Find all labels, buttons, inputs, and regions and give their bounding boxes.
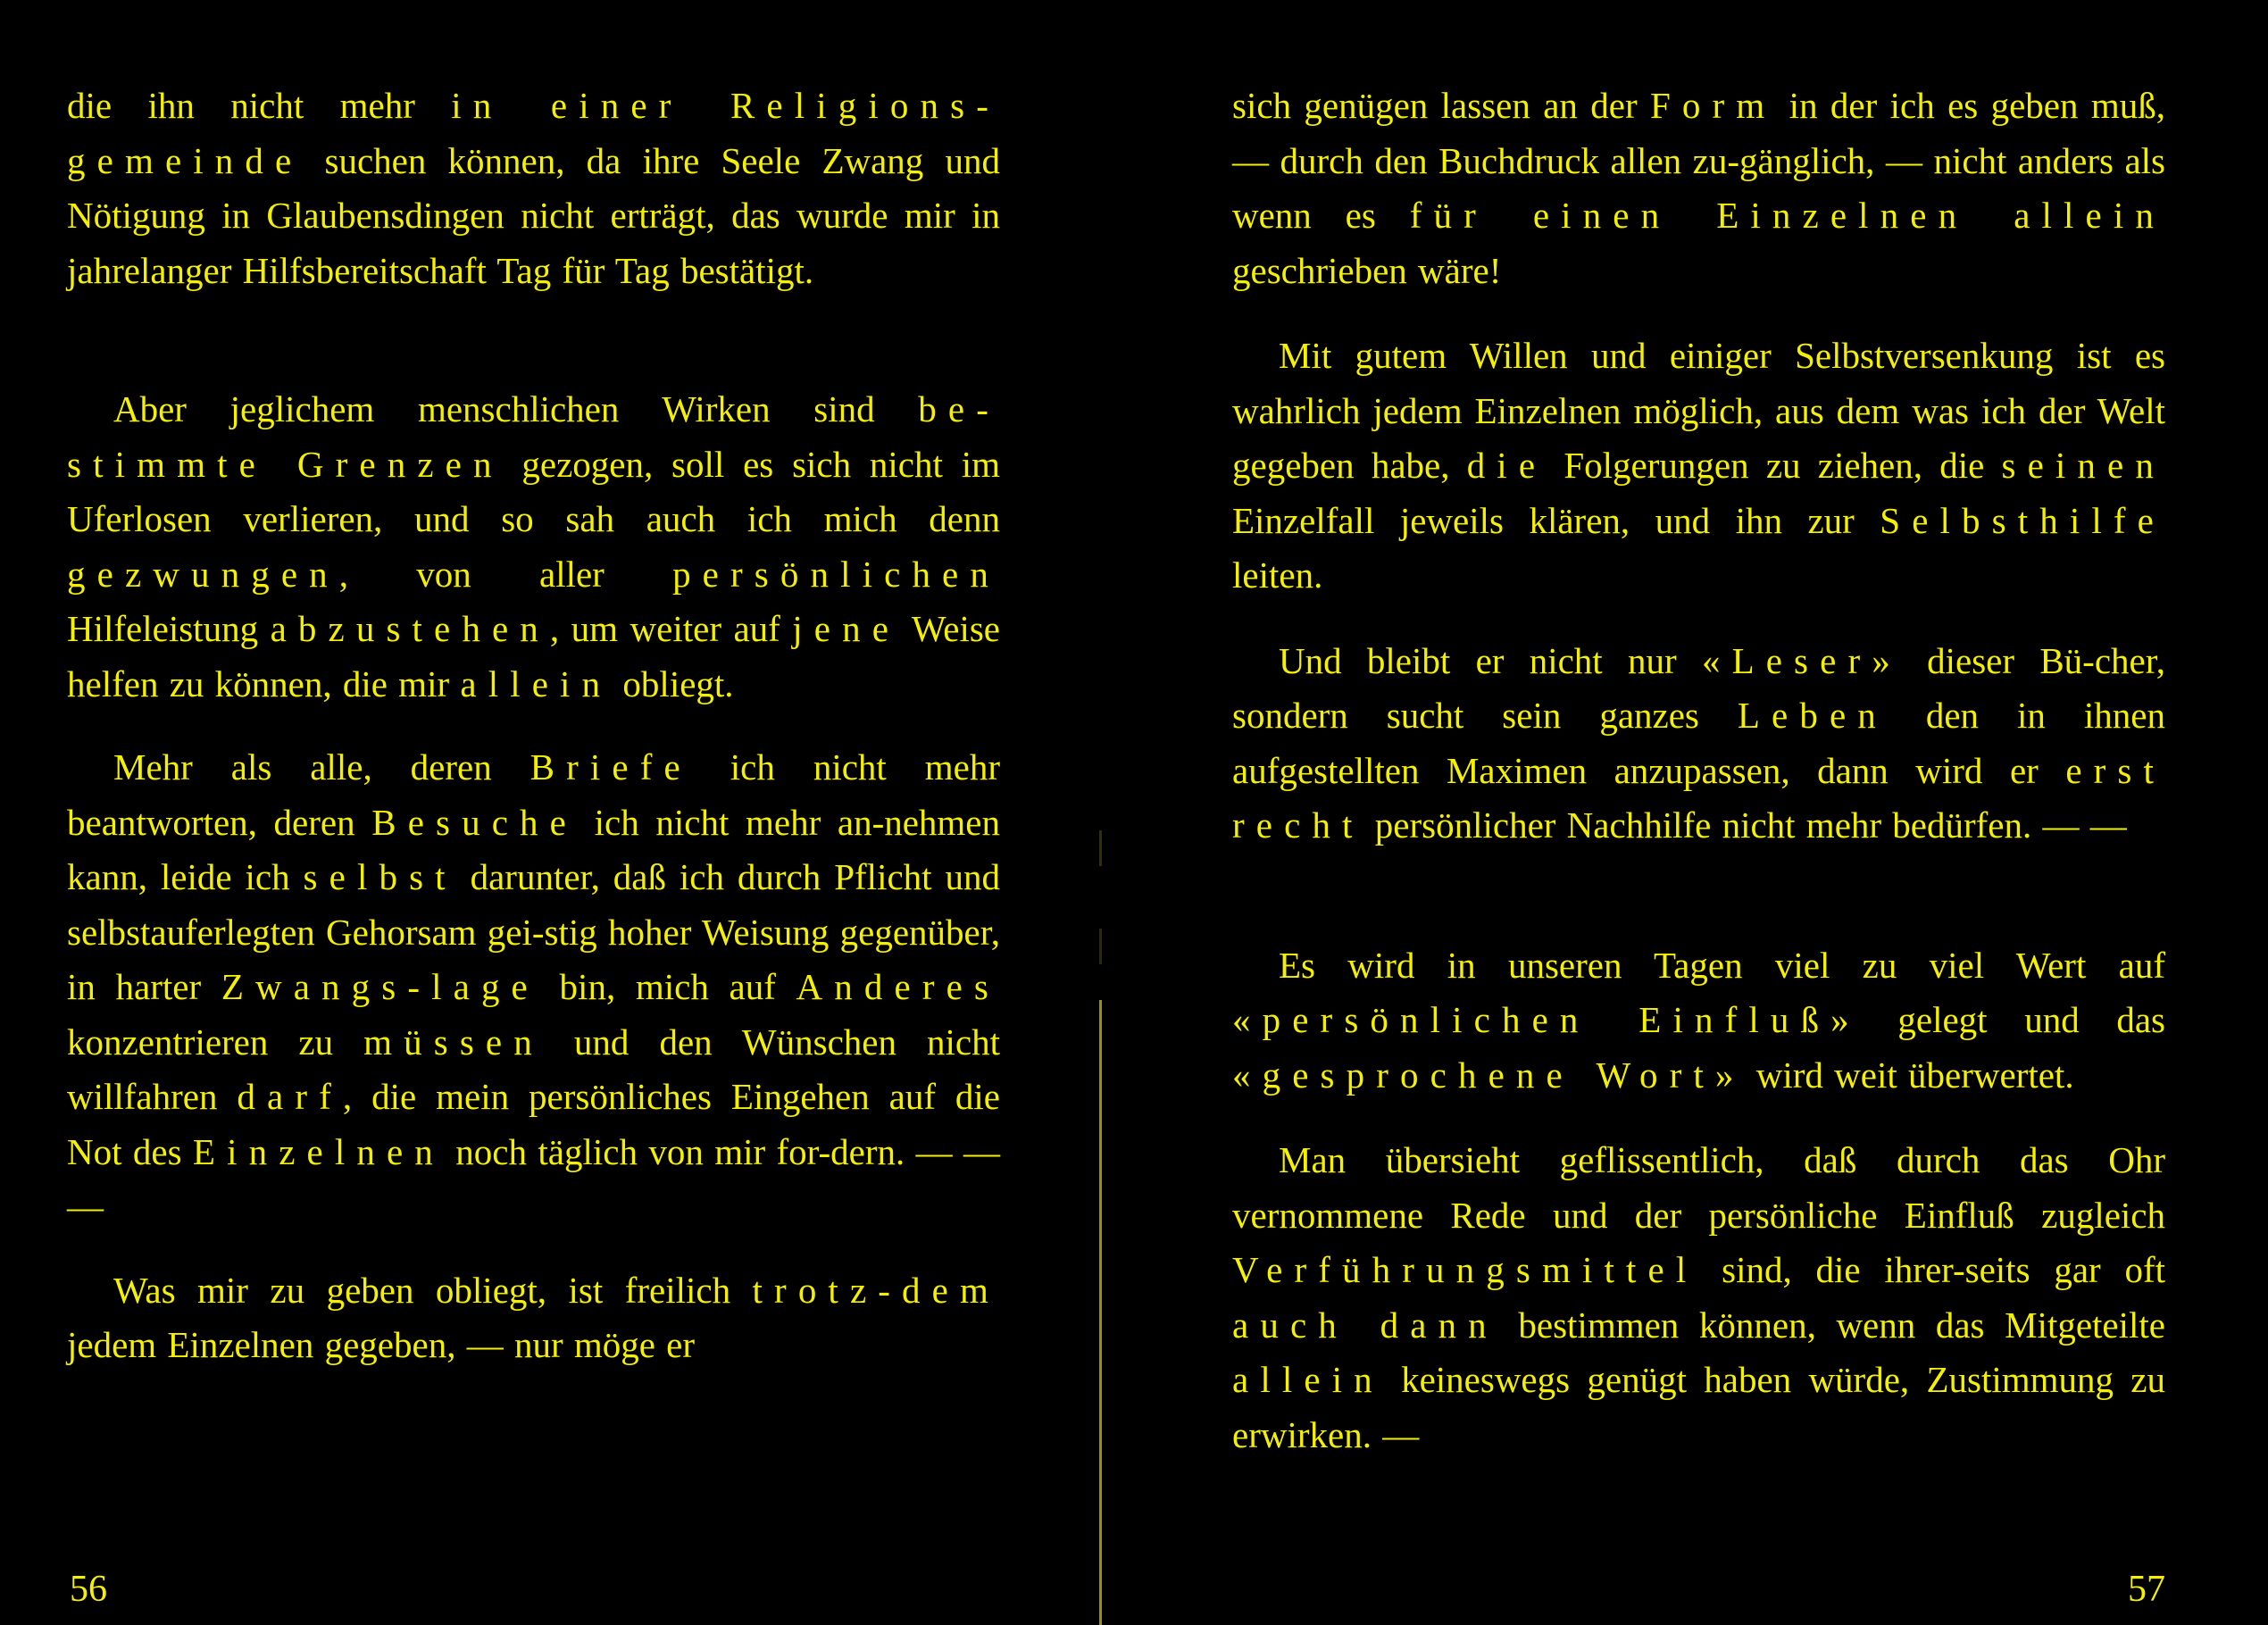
text-run: Man übersieht geflissentlich, daß durch das Ohr vernommene Rede und der persönliche Einfluß zugleich [1232,1139,2165,1236]
spaced-emphasis: «gesprochene Wort» [1232,1054,1746,1096]
paragraph [67,382,1000,712]
spaced-emphasis: Leben [1737,695,1888,736]
page-number: 57 [2128,1569,2165,1610]
text-run: ich nicht mehr beantworten, deren [67,746,1001,843]
text-run: noch täglich von mir for-dern. — — — [67,1130,1001,1227]
spaced-emphasis: Einzelnen [192,1130,445,1172]
spaced-emphasis: Zwangs-lage [221,966,539,1007]
paragraph [1232,634,2165,854]
text-run: suchen können, da ihre Seele Zwang und Nötigung in Glaubensdingen nicht erträgt, das wurde mir in jahrelanger Hilfsbereitschaft Tag für Tag bestätigt. [67,139,1000,291]
text-run: , die mein persönliches Eingehen auf die Not des [67,1076,1001,1172]
text-run: Einzelfall jeweils klären, und ihn zur [1232,499,1880,541]
text-run: Es wird in unseren Tagen viel zu viel Wert auf [1279,944,2165,986]
text-run: dieser Bü-cher, sondern sucht sein ganzes [1232,639,2165,736]
spaced-emphasis: Selbsthilfe [1880,499,2165,541]
right-page [1232,79,2165,1588]
text-run: Weise helfen zu können, die mir [67,608,1000,704]
page-number: 56 [70,1569,107,1610]
text-run: geschrieben wäre! [1232,249,1502,291]
text-run: Was mir zu geben obliegt, ist freilich [113,1269,753,1311]
spaced-emphasis: erst recht [1232,749,2165,846]
spaced-emphasis: allein [460,662,613,704]
spaced-emphasis: allein [1232,1359,1384,1400]
text-run: Folgerungen zu ziehen, die [1547,445,2002,486]
paragraph [67,79,1000,298]
text-run: darunter, daß ich durch Pflicht und selbstauferlegten Gehorsam gei-stig hoher Weisung gegenüber, in harter [67,856,1000,1007]
spaced-emphasis: Briefe [529,746,692,788]
text-run: keineswegs genügt haben würde, Zustimmung zu erwirken. — [1232,1359,2165,1455]
spaced-emphasis: auch dann [1232,1304,1498,1346]
text-run: und den Wünschen nicht willfahren [67,1021,1000,1117]
text-run: , von aller [338,553,673,595]
spaced-emphasis: jene [792,608,901,649]
gutter-shadow [1099,929,1102,964]
spaced-emphasis: gezwungen [67,553,339,595]
left-page [67,79,1000,1588]
text-run: Mit gutem Willen und einiger Selbstversenkung ist es wahrlich jedem Einzelnen möglich, aus dem was ich der Welt gegeben habe, [1232,335,2165,486]
spaced-emphasis: für einen Einzelnen allein [1409,195,2166,236]
text-run: sich genügen lassen an der [1232,85,1650,126]
text-run: die ihn nicht mehr [67,85,452,126]
text-run: konzentrieren zu [67,1021,364,1062]
spaced-emphasis: «Leser» [1701,639,1902,681]
gutter-shadow [1099,830,1102,866]
text-run: Hilfeleistung [67,608,271,649]
spaced-emphasis: in einer Religions-gemeinde [67,85,1000,181]
spaced-emphasis: selbst [303,856,457,897]
text-run: gezogen, soll es sich nicht im Uferlosen verlieren, und so sah auch ich mich denn [67,443,1000,539]
paragraph [1232,79,2165,298]
text-run: Aber jeglichem menschlichen Wirken sind [113,388,919,429]
spaced-emphasis: trotz-dem [752,1269,1000,1311]
text-run: in der ich es geben muß, — durch den Buchdruck allen zu-gänglich, — nicht anders als wenn es [1232,85,2165,236]
text-run: bin, mich auf [538,966,796,1007]
gutter-shadow [1099,1000,1102,1625]
text-run: Mehr als alle, deren [113,746,530,788]
paragraph [1232,1133,2165,1462]
spaced-emphasis: die [1466,445,1547,486]
paragraph [67,740,1000,1235]
spaced-emphasis: persönlichen [672,553,1000,595]
text-run: jedem Einzelnen gegeben, — nur möge er [67,1324,696,1365]
text-run: ich nicht mehr an-nehmen kann, leide ich [67,801,1001,897]
text-run: wird weit überwertet. [1745,1054,2074,1096]
spaced-emphasis: Form [1649,85,1777,126]
paragraph [1232,938,2165,1104]
text-run: sind, die ihrer-seits gar oft [1697,1249,2165,1290]
text-run: Und bleibt er nicht nur [1279,639,1702,681]
spaced-emphasis: «persönlichen Einfluß» [1232,999,1861,1040]
text-run: leiten. [1232,554,1323,596]
text-run: gelegt und das [1860,999,2165,1040]
text-run: persönlicher Nachhilfe nicht mehr bedürfen. — — [1363,804,2127,846]
spaced-emphasis: müssen [363,1021,544,1062]
text-run: den in ihnen aufgestellten Maximen anzupassen, dann wird er [1232,695,2165,791]
spaced-emphasis: Anderes [796,966,1000,1007]
spaced-emphasis: Besuche [371,801,578,843]
paragraph [67,1263,1000,1373]
spaced-emphasis: Verführungsmittel [1232,1249,1698,1290]
spaced-emphasis: darf [237,1076,343,1117]
text-run: , um weiter auf [549,608,793,649]
text-run: bestimmen können, wenn das Mitgeteilte [1497,1304,2165,1346]
book-gutter [1096,0,1105,1625]
text-run: obliegt. [612,662,734,704]
spaced-emphasis: be-stimmte Grenzen [67,388,1000,485]
paragraph [1232,329,2165,604]
spaced-emphasis: abzustehen [270,608,550,649]
spaced-emphasis: seinen [2001,445,2165,486]
